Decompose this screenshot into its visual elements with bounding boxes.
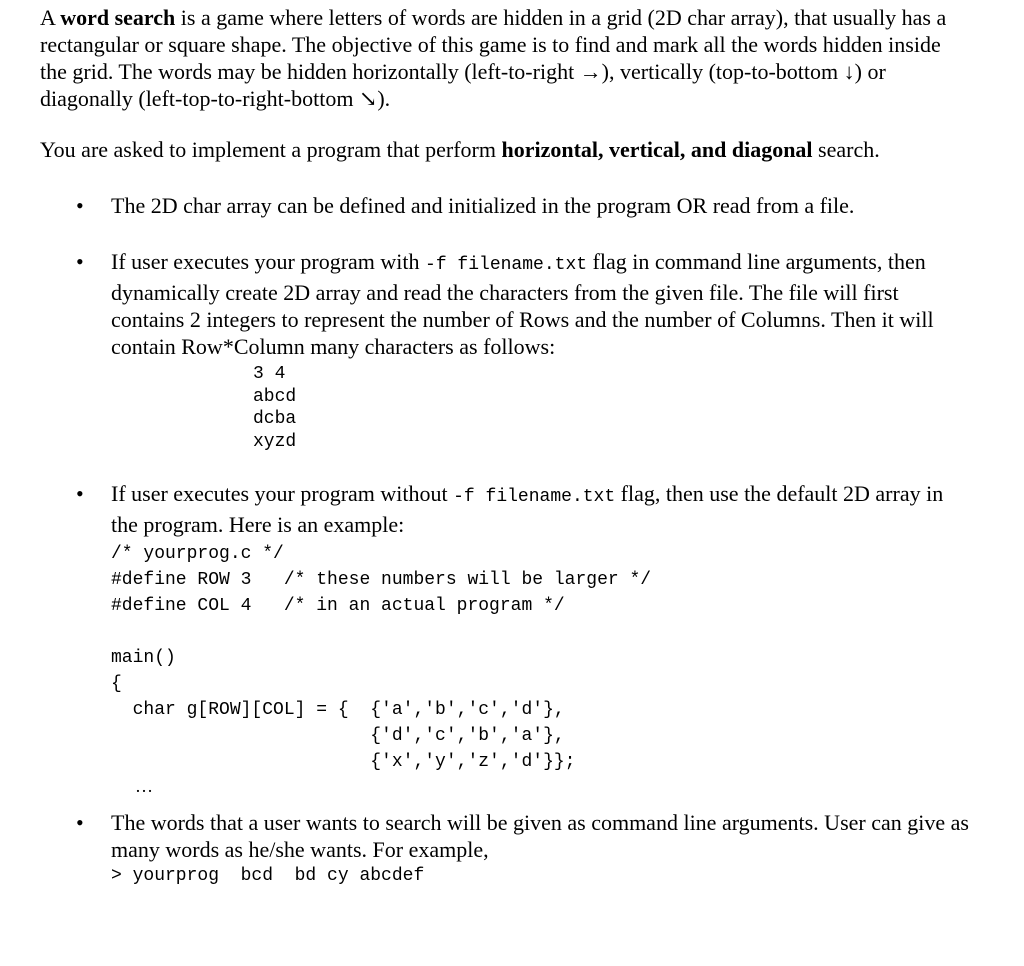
code-line: main() bbox=[111, 648, 176, 668]
code-line-blank bbox=[111, 619, 970, 645]
code-example-block bbox=[111, 541, 970, 775]
bullet-dot-icon: • bbox=[76, 810, 84, 835]
intro-paragraph bbox=[40, 4, 970, 112]
bullet-file-flag-text-rest: flag in command line arguments, then dynamically create 2D array and read the characters from the given file. The file will first contains 2 integers to represent the number of Rows and the number of Columns. Then it will contain Row*Column many characters as follows: bbox=[111, 249, 934, 359]
file-line: dcba bbox=[253, 409, 297, 429]
bullet-dot-icon: • bbox=[76, 249, 84, 274]
code-line: #define COL 4 /* in an actual program */ bbox=[111, 596, 565, 616]
intro-text-rest: is a game where letters of words are hidden in a grid (2D char array), that usually has a rectangular or square shape. The objective of this game is to find and mark all the words hidden inside the grid. The words may be hidden horizontally (left-to-right →), vertically (top-to-bottom ↓) or diagonally (left-top-to-right-bottom ↘). bbox=[40, 5, 947, 111]
requirements-list bbox=[40, 192, 970, 889]
bullet-default-array bbox=[40, 480, 970, 796]
task-search-types: horizontal, vertical, and diagonal bbox=[501, 137, 813, 162]
task-text-end: search. bbox=[812, 137, 880, 162]
code-line: #define ROW 3 /* these numbers will be larger */ bbox=[111, 570, 652, 590]
bullet-file-flag-text-start: If user executes your program with bbox=[111, 249, 426, 274]
bullet-command-args-text: The words that a user wants to search will be given as command line arguments. User can give as many words as he/she wants. For example, bbox=[111, 810, 969, 862]
bullet-dot-icon: • bbox=[76, 481, 84, 506]
bullet-dot-icon: • bbox=[76, 193, 84, 218]
document-page bbox=[40, 4, 970, 889]
command-example: > yourprog bcd bd cy abcdef bbox=[111, 866, 425, 886]
file-line: abcd bbox=[253, 386, 297, 407]
file-line: xyzd bbox=[253, 431, 297, 452]
code-line: {'x','y','z','d'}}; bbox=[111, 752, 576, 772]
file-line: 3 4 bbox=[253, 364, 286, 384]
file-sample-block bbox=[253, 363, 970, 453]
bullet-definition-text: The 2D char array can be defined and initialized in the program OR read from a file. bbox=[111, 193, 855, 218]
code-line: { bbox=[111, 674, 122, 694]
intro-text-start: A bbox=[40, 5, 61, 30]
task-paragraph bbox=[40, 136, 970, 163]
code-line: {'d','c','b','a'}, bbox=[111, 726, 565, 746]
bullet-default-array-text-rest: flag, then use the default 2D array in the program. Here is an example: bbox=[111, 481, 944, 537]
bullet-definition bbox=[40, 192, 970, 219]
intro-term-word-search: word search bbox=[60, 5, 176, 30]
bullet-command-args bbox=[40, 809, 970, 889]
flag-code: -f filename.txt bbox=[453, 487, 616, 507]
code-ellipsis: … bbox=[135, 776, 153, 796]
code-line: /* yourprog.c */ bbox=[111, 544, 284, 564]
code-line: char g[ROW][COL] = { {'a','b','c','d'}, bbox=[111, 700, 565, 720]
task-text-start: You are asked to implement a program that perform bbox=[40, 137, 502, 162]
bullet-default-array-text-start: If user executes your program without bbox=[111, 481, 454, 506]
flag-code: -f filename.txt bbox=[425, 255, 588, 275]
bullet-file-flag bbox=[40, 248, 970, 453]
